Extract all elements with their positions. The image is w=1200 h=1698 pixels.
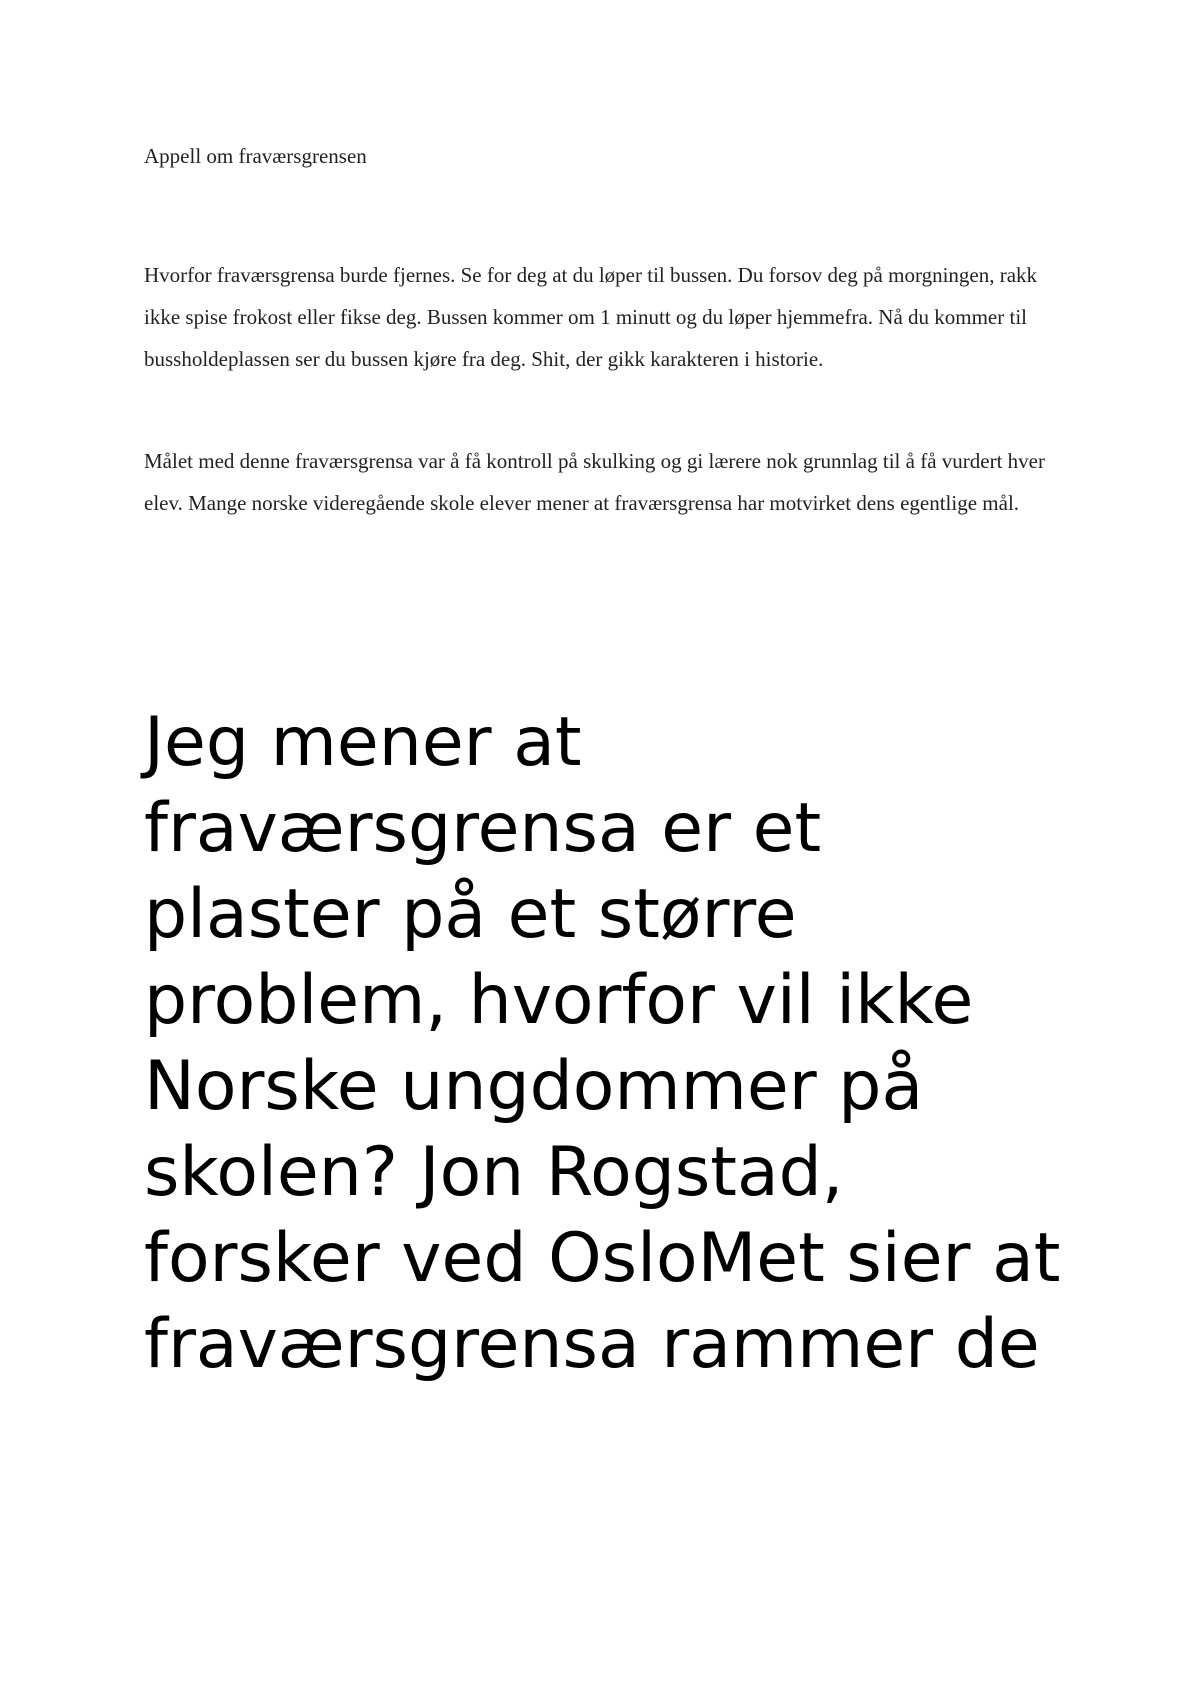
body-paragraph-2: Målet med denne fraværsgrensa var å få kontroll på skulking og gi lærere nok grunnlag til å få vurdert hver elev. Mange norske videregående skole elever mener at fraværsgrensa har motvirket dens egentlige mål. — [144, 449, 1045, 515]
document-title: Appell om fraværsgrensen — [144, 144, 367, 168]
large-text-block: Jeg mener at fraværsgrensa er et plaster på et større problem, hvorfor vil ikke Norske ungdommer på skolen? Jon Rogstad, forsker ved OsloMet sier at fraværsgrensa rammer de — [144, 703, 1061, 1384]
body-paragraph-1: Hvorfor fraværsgrensa burde fjernes. Se for deg at du løper til bussen. Du forsov deg på morgningen, rakk ikke spise frokost eller fikse deg. Bussen kommer om 1 minutt og du løper hjemmefra. Nå du kommer til bussholdeplassen ser du bussen kjøre fra deg. Shit, der gikk karakteren i historie. — [144, 263, 1038, 371]
